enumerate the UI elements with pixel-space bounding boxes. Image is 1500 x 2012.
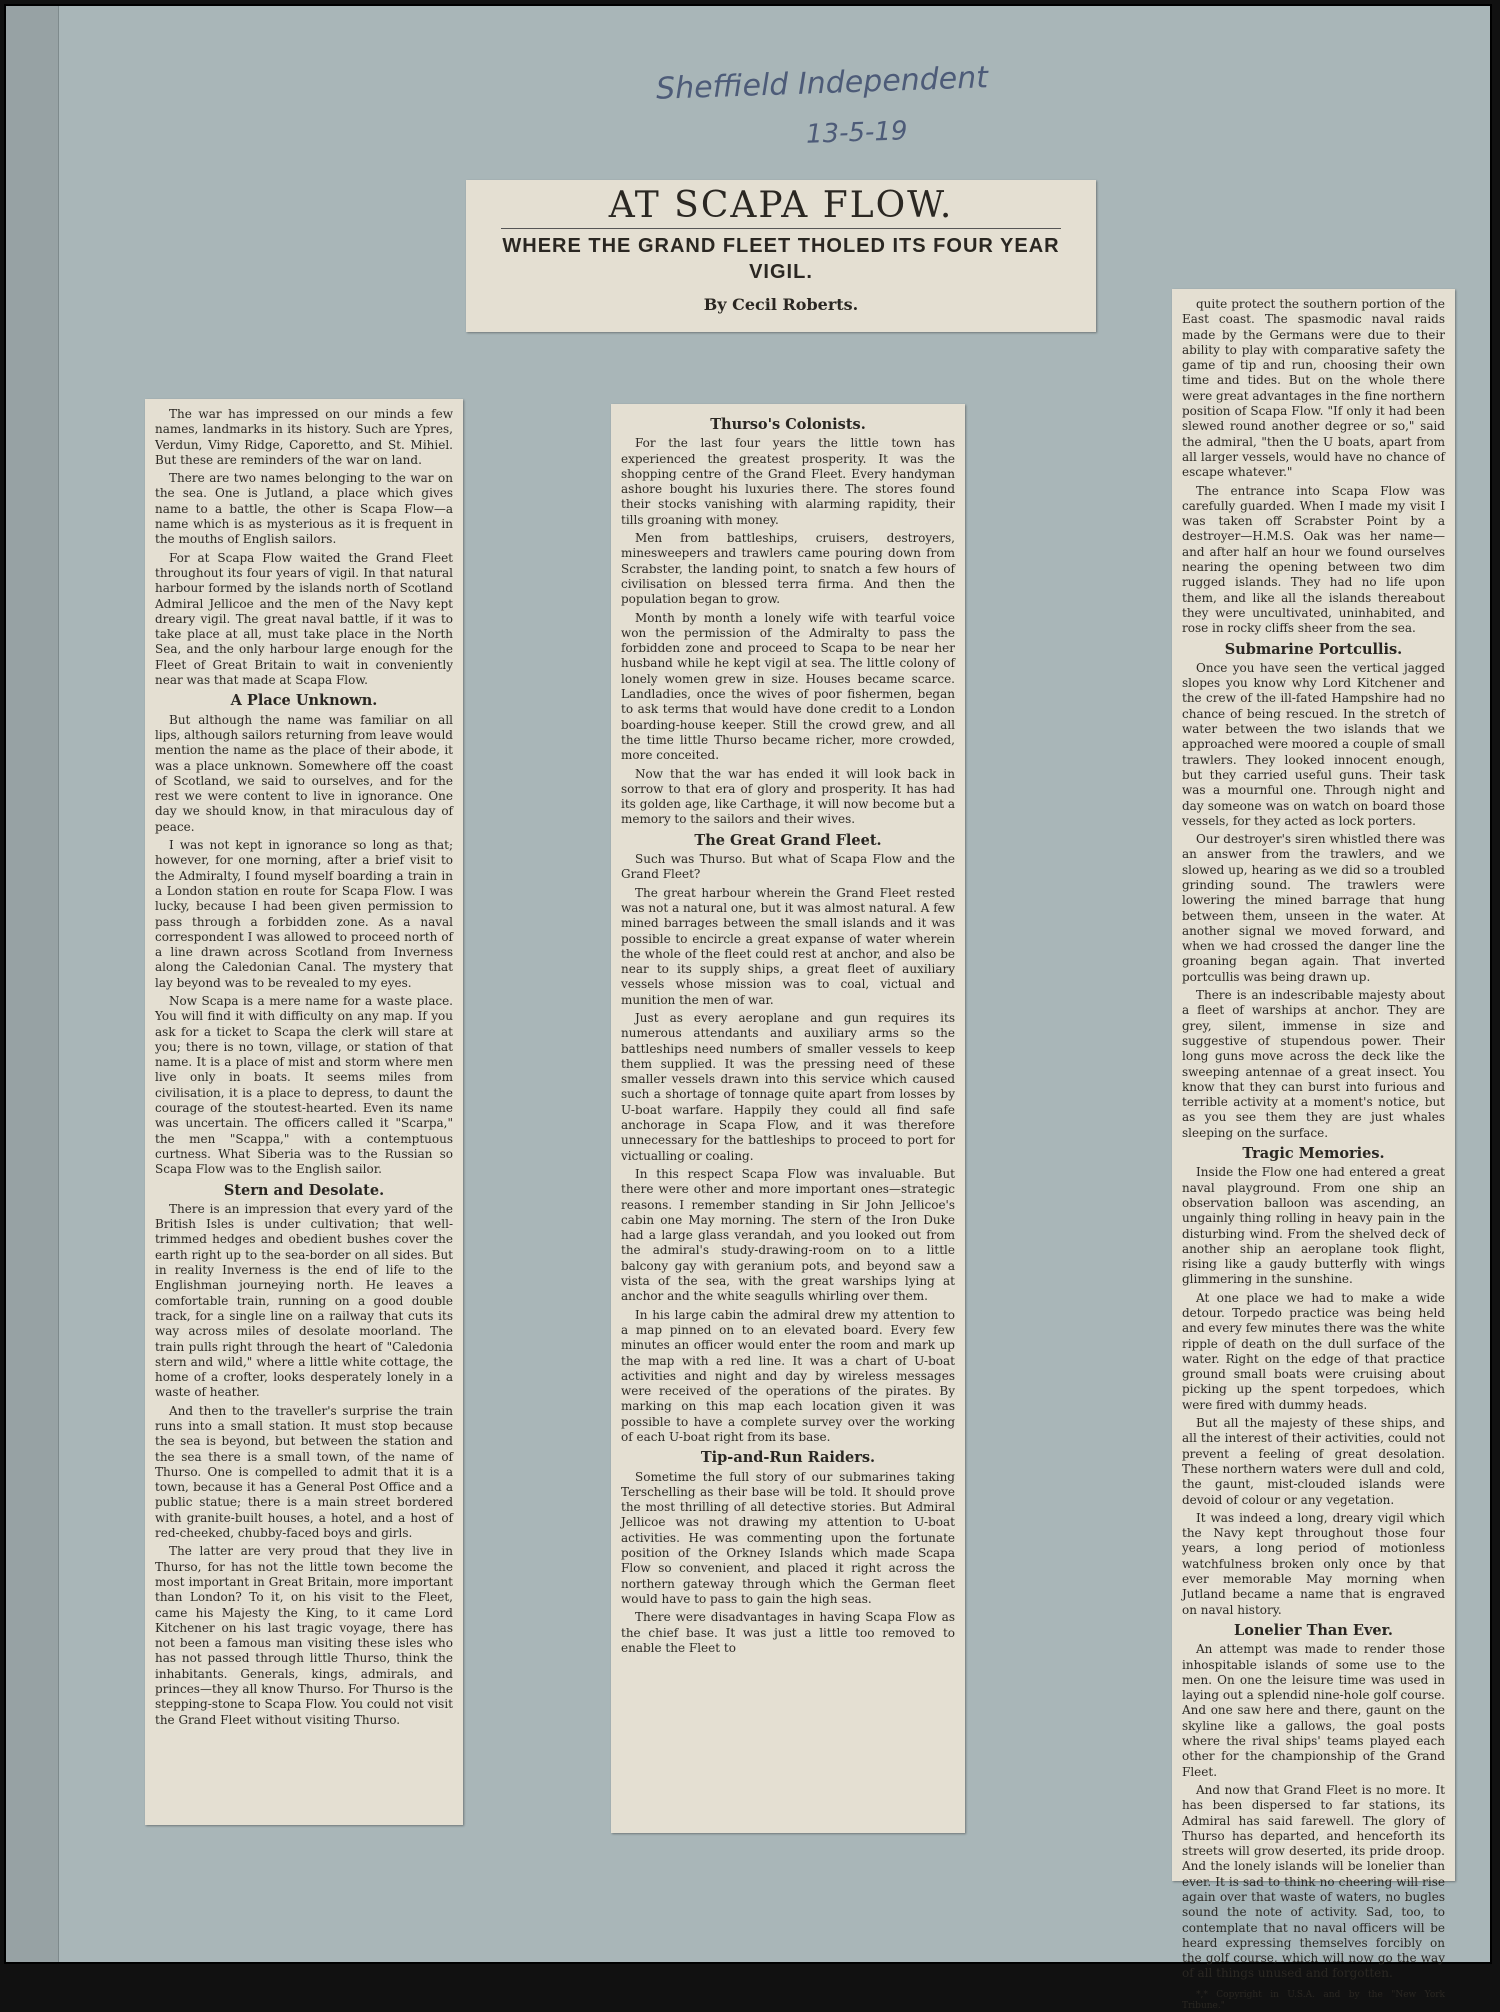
paragraph: But all the majesty of these ships, and all the interest of their activities, could not prevent a feeling of great desolation. These northern waters were dull and cold, the gaunt, mist-clouded islands were devoid of colour or any vegetation. bbox=[1182, 1416, 1445, 1507]
section-heading: Stern and Desolate. bbox=[223, 1181, 385, 1199]
paragraph: For at Scapa Flow waited the Grand Fleet throughout its four years of vigil. In that natural harbour formed by the islands north of Scotland Admiral Jellicoe and the men of the Navy kept dreary vigil. The great naval battle, if it was to take place at all, must take place in the North Sea, and the only harbour large enough for the Fleet of Great Britain to wait in conveniently near was that made at Scapa Flow. bbox=[155, 550, 453, 688]
handwritten-source-note: Sheffield Independent bbox=[655, 60, 989, 107]
title-rule bbox=[501, 228, 1061, 229]
section-heading: A Place Unknown. bbox=[230, 692, 378, 710]
paragraph: Now Scapa is a mere name for a waste place. You will find it with difficulty on any map. If you ask for a ticket to Scapa the clerk will stare at you; there is no town, village, or station of that name. It is a place of mist and storm where men live only in boats. It seems miles from civilisation, it is a place to depress, to daunt the courage of the stoutest-hearted. Even its name was uncertain. The officers called it "Scarpa," the men "Scappa," with a contemptuous curtness. What Siberia was to the Russian so Scapa Flow was to the English sailor. bbox=[155, 993, 453, 1177]
paragraph: The great harbour wherein the Grand Fleet rested was not a natural one, but it was almost natural. A few mined barrages between the small islands and it was possible to encircle a great expanse of water wherein the whole of the fleet could rest at anchor, and also be near to its supply ships, a great fleet of auxiliary vessels whose mission was to coal, victual and munition the men of war. bbox=[621, 885, 956, 1007]
binding-spine bbox=[6, 6, 59, 1962]
paragraph: Inside the Flow one had entered a great naval playground. From one ship an observation balloon was ascending, an ungainly thing rolling in heavy pain in the disturbing wind. From the shelved deck of another ship an aeroplane took flight, rising like a gaudy butterfly with wings glimmering in the sunshine. bbox=[1182, 1165, 1445, 1287]
paragraph: Now that the war has ended it will look back in sorrow to that era of glory and prosperity. It has had its golden age, like Carthage, it will now become but a memory to the sailors and their wives. bbox=[621, 766, 955, 827]
copyright-footnote: *,* Copyright in U.S.A. and by the "New York Tribune." bbox=[1182, 1989, 1445, 2011]
paragraph: In his large cabin the admiral drew my attention to a map pinned on to an elevated board. Every few minutes an officer would enter the room and mark up the map with a red line. It was a chart of U-boat activities and night and day by wireless messages were received of the operations of the pirates. By marking on this map each location given it was possible to have a complete survey over the working of each U-boat right from its base. bbox=[621, 1307, 955, 1444]
paragraph: I was not kept in ignorance so long as that; however, for one morning, after a brief visit to the Admiralty, I found myself boarding a train in a London station en route for Scapa Flow. I was lucky, because I had been given permission to pass through a forbidden zone. As a naval correspondent I was allowed to proceed north of a line drawn across Scotland from Inverness along the Caledonian Canal. The mystery that lay beyond was to be revealed to my eyes. bbox=[155, 838, 453, 990]
paragraph: Sometime the full story of our submarines taking Terschelling as their base will be told. It should prove the most thrilling of all detective stories. But Admiral Jellicoe was not drawing my attention to U-boat activities. He was commenting upon the fortunate position of the Orkney Islands which made Scapa Flow so convenient, and placed it right across the northern gateway through which the German fleet would have to pass to gain the high seas. bbox=[621, 1469, 955, 1606]
paragraph: The latter are very proud that they live in Thurso, for has not the little town become the most important in Great Britain, more important than London? To it, on his visit to the Fleet, came his Majesty the King, to it came Lord Kitchener on his last tragic voyage, there has not been a famous man visiting these isles who has not passed through little Thurso, think the inhabitants. Generals, kings, admirals, and princes—they all know Thurso. For Thurso is the stepping-stone to Scapa Flow. You could not visit the Grand Fleet without visiting Thurso. bbox=[155, 1544, 453, 1727]
column-clipping-3 bbox=[1172, 289, 1455, 2011]
paragraph: There are two names belonging to the war on the sea. One is Jutland, a place which gives name to a battle, the other is Scapa Flow—a name which is as mysterious as it is frequent in the mouths of English sailors. bbox=[155, 471, 453, 547]
paragraph: Once you have seen the vertical jagged slopes you know why Lord Kitchener and the crew of the ill-fated Hampshire had no chance of being rescued. In the stretch of water between the two islands that we approached were moored a couple of small trawlers. They looked innocent enough, but they carried useful guns. Their task was a mournful one. Through night and day someone was on watch on board those vessels, for they acted as lock porters. bbox=[1182, 660, 1445, 828]
article-title: AT SCAPA FLOW. bbox=[608, 185, 954, 226]
section-heading: Tragic Memories. bbox=[1242, 1145, 1385, 1163]
scrapbook-page bbox=[4, 4, 1492, 2011]
section-heading: Thurso's Colonists. bbox=[710, 416, 866, 433]
headline-clipping bbox=[466, 180, 1096, 332]
section-heading: Tip-and-Run Raiders. bbox=[700, 1449, 876, 1467]
paragraph: The entrance into Scapa Flow was carefully guarded. When I made my visit I was taken off Scrabster Point by a destroyer—H.M.S. Oak was her name—and after half an hour we found ourselves nearing the opening between two dim rugged islands. They had no life upon them, and like all the islands thereabout they were uncultivated, uninhabited, and rose in rocky cliffs sheer from the sea. bbox=[1182, 483, 1445, 636]
section-heading: Lonelier Than Ever. bbox=[1234, 1621, 1393, 1639]
paragraph: And now that Grand Fleet is no more. It has been dispersed to far stations, its Admiral has said farewell. The glory of Thurso has departed, and henceforth its streets will grow deserted, its pride droop. And the lonely islands will be lonelier than ever. It is sad to think no cheering will rise again over that waste of waters, no bugles sound the note of activity. Sad, too, to contemplate that no naval officers will be heard expressing themselves forcibly on the golf course, which will now go the way of all things unused and forgotten. bbox=[1182, 1782, 1445, 1981]
paragraph: For the last four years the little town has experienced the greatest prosperity. It was the shopping centre of the Grand Fleet. Every handyman ashore bought his luxuries there. The stores found their stocks vanishing with alarming rapidity, their tills groaning with money. bbox=[621, 436, 955, 527]
article-byline: By Cecil Roberts. bbox=[703, 295, 859, 314]
column-clipping-1 bbox=[145, 399, 463, 1825]
paragraph: There is an impression that every yard of the British Isles is under cultivation; that well-trimmed hedges and obedient bushes cover the earth right up to the sea-border on all sides. But in reality Inverness is the end of life to the Englishman journeying north. He leaves a comfortable train, running on a good double track, for a single line on a railway that cuts its way across miles of desolate moorland. The train pulls right through the heart of "Caledonia stern and wild," where a little white cottage, the home of a crofter, looks desperately lonely in a waste of heather. bbox=[155, 1201, 453, 1400]
paragraph: quite protect the southern portion of the East coast. The spasmodic naval raids made by the Germans were due to their ability to play with comparative safety the game of tip and run, choosing their own time and tides. But on the whole there were great advantages in the fine northern position of Scapa Flow. "If only it had been slewed round another degree or so," said the admiral, "then the U boats, apart from all larger vessels, would have no chance of escape whatever." bbox=[1182, 297, 1445, 480]
paragraph: It was indeed a long, dreary vigil which the Navy kept throughout those four years, a long period of motionless watchfulness broken only once by that ever memorable May morning when Jutland became a name that is engraved on naval history. bbox=[1182, 1510, 1445, 1617]
paragraph: Our destroyer's siren whistled there was an answer from the trawlers, and we slowed up, hearing as we did so a troubled grinding sound. The trawlers were lowering the mined barrage that hung between them, unseen in the water. At another signal we moved forward, and when we had crossed the danger line the groaning began again. That inverted portcullis was being drawn up. bbox=[1182, 832, 1445, 984]
section-heading: The Great Grand Fleet. bbox=[694, 831, 882, 849]
paragraph: Such was Thurso. But what of Scapa Flow and the Grand Fleet? bbox=[621, 852, 955, 882]
handwritten-date-note: 13-5-19 bbox=[805, 116, 908, 150]
section-heading: Submarine Portcullis. bbox=[1224, 640, 1403, 658]
paragraph: But although the name was familiar on all lips, although sailors returning from leave would mention the name as the place of their abode, it was a place unknown. Somewhere off the coast of Scotland, we said to ourselves, and for the rest we were content to live in ignorance. One day we should know, in that miraculous day of peace. bbox=[155, 712, 453, 834]
paragraph: The war has impressed on our minds a few names, landmarks in its history. Such are Ypres, Verdun, Vimy Ridge, Caporetto, and St. Mihiel. But these are reminders of the war on land. bbox=[155, 407, 453, 467]
paragraph: There were disadvantages in having Scapa Flow as the chief base. It was just a little too removed to enable the Fleet to bbox=[621, 1610, 955, 1655]
paragraph: Just as every aeroplane and gun requires its numerous attendants and auxiliary arms so the battleships need numbers of smaller vessels to keep them supplied. It was the pressing need of these smaller vessels drawn into this service which caused such a shortage of tonnage quite apart from losses by U-boat warfare. Happily they could all find safe anchorage in Scapa Flow, and it was therefore unnecessary for the battleships to proceed to port for victualling or coaling. bbox=[621, 1010, 955, 1163]
paragraph: An attempt was made to render those inhospitable islands of some use to the men. On one the leisure time was used in laying out a splendid nine-hole golf course. And one saw here and there, gaunt on the skyline like a gallows, the goal posts where the rival ships' teams played each other for the championship of the Grand Fleet. bbox=[1182, 1642, 1445, 1779]
paragraph: There is an indescribable majesty about a fleet of warships at anchor. They are grey, silent, immense in size and suggestive of stupendous power. Their long guns move across the deck like the sweeping antennae of a great insect. You know that they can burst into furious and terrible activity at a moment's notice, but as you see them they are just whales sleeping on the surface. bbox=[1182, 988, 1445, 1140]
paragraph: Month by month a lonely wife with tearful voice won the permission of the Admiralty to pass the forbidden zone and proceed to Scapa to be near her husband while he kept vigil at sea. The little colony of lonely women grew in size. Houses became scarce. Landladies, once the wives of poor fishermen, began to ask terms that would have done credit to a London boarding-house keeper. Still the crowd grew, and all the time little Thurso became richer, more crowded, more conceited. bbox=[621, 610, 955, 763]
column-clipping-2 bbox=[611, 404, 965, 1833]
paragraph: At one place we had to make a wide detour. Torpedo practice was being held and every few minutes there was the white ripple of death on the dull surface of the water. Right on the edge of that practice ground small boats were cruising about picking up the spent torpedoes, which were fired with dummy heads. bbox=[1182, 1290, 1445, 1412]
paragraph: In this respect Scapa Flow was invaluable. But there were other and more important ones—strategic reasons. I remember standing in Sir John Jellicoe's cabin one May morning. The stern of the Iron Duke had a large glass verandah, and you looked out from the admiral's study-drawing-room on to a little balcony gay with geranium pots, and beyond saw a vista of the sea, with the great warships lying at anchor and the white seagulls whirling over them. bbox=[621, 1166, 955, 1304]
paragraph: Men from battleships, cruisers, destroyers, minesweepers and trawlers came pouring down from Scrabster, the landing point, to snatch a few hours of civilisation on blessed terra firma. And then the population began to grow. bbox=[621, 531, 955, 607]
article-subtitle: WHERE THE GRAND FLEET THOLED ITS FOUR YEAR VIGIL. bbox=[502, 235, 1060, 283]
paragraph: And then to the traveller's surprise the train runs into a small station. It must stop because the sea is beyond, but between the station and the sea there is a small town, of the name of Thurso. One is compelled to admit that it is a town, because it has a General Post Office and a public statue; there is a main street bordered with granite-built houses, a hotel, and a host of red-cheeked, chubby-faced boys and girls. bbox=[155, 1403, 453, 1541]
